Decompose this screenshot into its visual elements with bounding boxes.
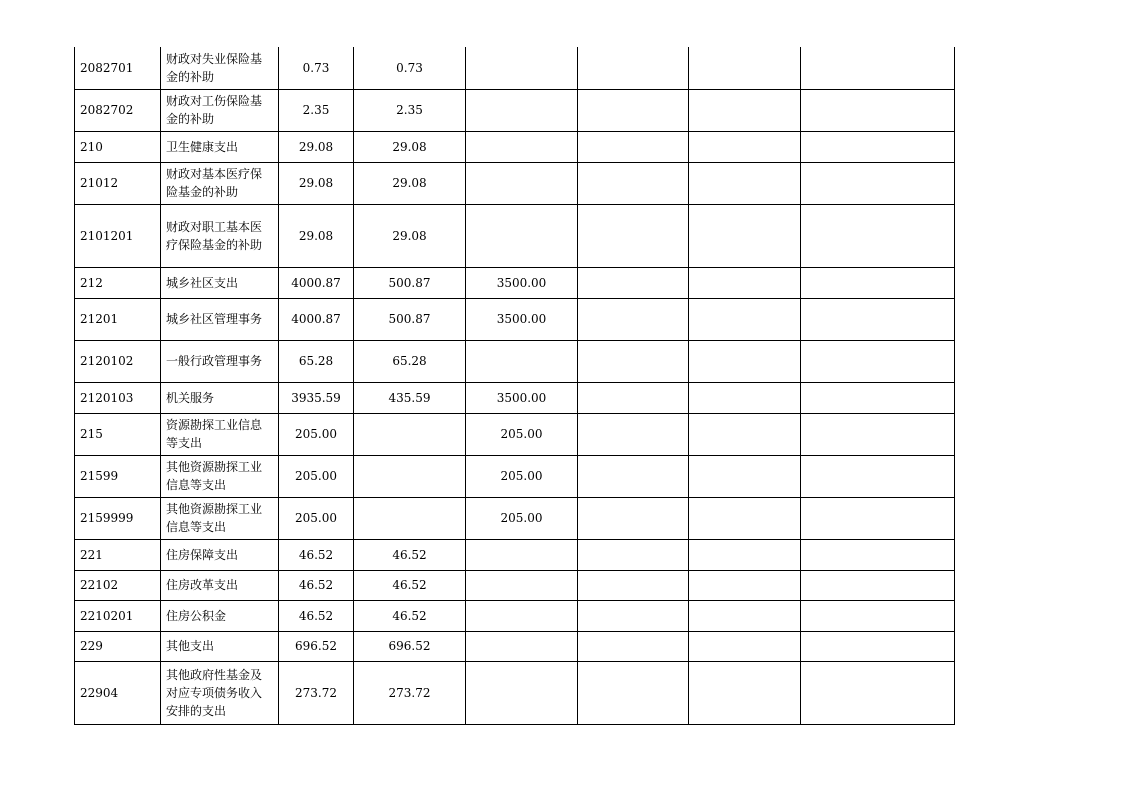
cell-code: 2082701 [75, 47, 161, 89]
cell-basic: 29.08 [354, 204, 466, 267]
cell-col-6 [578, 162, 689, 204]
cell-col-7 [689, 455, 801, 497]
cell-col-7 [689, 89, 801, 131]
table-row [75, 162, 955, 204]
cell-name: 财政对失业保险基金的补助 [161, 47, 279, 89]
cell-col-7 [689, 47, 801, 89]
cell-col-6 [578, 131, 689, 162]
cell-col-6 [578, 340, 689, 382]
cell-col-6 [578, 631, 689, 661]
cell-code: 21012 [75, 162, 161, 204]
cell-col-6 [578, 298, 689, 340]
cell-basic: 65.28 [354, 340, 466, 382]
cell-basic: 435.59 [354, 382, 466, 413]
cell-total: 4000.87 [279, 298, 354, 340]
table-row [75, 570, 955, 600]
cell-basic [354, 497, 466, 539]
cell-col-6 [578, 455, 689, 497]
cell-total: 29.08 [279, 204, 354, 267]
cell-total: 65.28 [279, 340, 354, 382]
cell-total: 205.00 [279, 497, 354, 539]
table-row [75, 455, 955, 497]
cell-project [466, 89, 578, 131]
cell-basic: 2.35 [354, 89, 466, 131]
cell-col-6 [578, 204, 689, 267]
cell-col-6 [578, 89, 689, 131]
cell-col-8 [801, 539, 955, 570]
cell-project [466, 340, 578, 382]
cell-code: 22904 [75, 661, 161, 724]
cell-basic [354, 455, 466, 497]
cell-total: 4000.87 [279, 267, 354, 298]
cell-total: 46.52 [279, 600, 354, 631]
cell-col-8 [801, 340, 955, 382]
table-row [75, 631, 955, 661]
cell-name: 住房保障支出 [161, 539, 279, 570]
cell-col-7 [689, 340, 801, 382]
cell-col-8 [801, 162, 955, 204]
cell-project: 205.00 [466, 413, 578, 455]
cell-code: 21599 [75, 455, 161, 497]
table-row [75, 204, 955, 267]
cell-col-6 [578, 539, 689, 570]
cell-basic: 46.52 [354, 539, 466, 570]
cell-col-7 [689, 539, 801, 570]
cell-col-7 [689, 413, 801, 455]
cell-project [466, 570, 578, 600]
cell-basic: 29.08 [354, 162, 466, 204]
table-row [75, 497, 955, 539]
cell-code: 210 [75, 131, 161, 162]
cell-total: 2.35 [279, 89, 354, 131]
cell-total: 46.52 [279, 570, 354, 600]
cell-col-7 [689, 162, 801, 204]
cell-name: 其他资源勘探工业信息等支出 [161, 497, 279, 539]
cell-project: 3500.00 [466, 382, 578, 413]
cell-name: 卫生健康支出 [161, 131, 279, 162]
cell-basic: 696.52 [354, 631, 466, 661]
cell-col-6 [578, 570, 689, 600]
cell-basic: 46.52 [354, 570, 466, 600]
cell-name: 其他政府性基金及对应专项债务收入安排的支出 [161, 661, 279, 724]
cell-basic: 500.87 [354, 298, 466, 340]
cell-col-7 [689, 298, 801, 340]
budget-table [74, 47, 955, 725]
table-row [75, 47, 955, 89]
cell-col-6 [578, 661, 689, 724]
cell-name: 城乡社区支出 [161, 267, 279, 298]
cell-project: 3500.00 [466, 298, 578, 340]
cell-code: 2101201 [75, 204, 161, 267]
cell-total: 3935.59 [279, 382, 354, 413]
table-row [75, 340, 955, 382]
cell-project [466, 661, 578, 724]
cell-col-8 [801, 89, 955, 131]
cell-col-8 [801, 382, 955, 413]
cell-col-8 [801, 570, 955, 600]
cell-project: 205.00 [466, 455, 578, 497]
table-body [75, 47, 955, 724]
cell-name: 住房公积金 [161, 600, 279, 631]
cell-project [466, 539, 578, 570]
cell-col-6 [578, 382, 689, 413]
cell-project [466, 131, 578, 162]
table-row [75, 600, 955, 631]
cell-col-8 [801, 298, 955, 340]
cell-code: 2159999 [75, 497, 161, 539]
cell-col-8 [801, 267, 955, 298]
cell-code: 2082702 [75, 89, 161, 131]
cell-code: 229 [75, 631, 161, 661]
table-row [75, 661, 955, 724]
cell-name: 其他支出 [161, 631, 279, 661]
cell-project [466, 204, 578, 267]
cell-project [466, 631, 578, 661]
cell-col-8 [801, 455, 955, 497]
cell-name: 城乡社区管理事务 [161, 298, 279, 340]
cell-name: 其他资源勘探工业信息等支出 [161, 455, 279, 497]
cell-basic: 46.52 [354, 600, 466, 631]
cell-col-8 [801, 661, 955, 724]
cell-project: 3500.00 [466, 267, 578, 298]
cell-col-6 [578, 497, 689, 539]
cell-col-8 [801, 600, 955, 631]
cell-col-7 [689, 600, 801, 631]
cell-col-7 [689, 570, 801, 600]
cell-total: 205.00 [279, 413, 354, 455]
cell-col-7 [689, 497, 801, 539]
cell-col-8 [801, 47, 955, 89]
cell-col-7 [689, 131, 801, 162]
cell-total: 273.72 [279, 661, 354, 724]
table-row [75, 539, 955, 570]
cell-col-6 [578, 600, 689, 631]
cell-col-7 [689, 267, 801, 298]
cell-total: 29.08 [279, 131, 354, 162]
cell-code: 221 [75, 539, 161, 570]
cell-basic: 0.73 [354, 47, 466, 89]
table-row [75, 382, 955, 413]
cell-project: 205.00 [466, 497, 578, 539]
cell-code: 21201 [75, 298, 161, 340]
cell-col-8 [801, 631, 955, 661]
cell-basic: 500.87 [354, 267, 466, 298]
cell-col-6 [578, 267, 689, 298]
cell-basic [354, 413, 466, 455]
table-row [75, 89, 955, 131]
cell-code: 2120103 [75, 382, 161, 413]
cell-name: 财政对工伤保险基金的补助 [161, 89, 279, 131]
cell-col-8 [801, 204, 955, 267]
cell-code: 22102 [75, 570, 161, 600]
table-row [75, 267, 955, 298]
cell-col-8 [801, 413, 955, 455]
cell-total: 29.08 [279, 162, 354, 204]
cell-col-6 [578, 413, 689, 455]
cell-col-8 [801, 131, 955, 162]
cell-name: 住房改革支出 [161, 570, 279, 600]
table-row [75, 131, 955, 162]
cell-name: 机关服务 [161, 382, 279, 413]
table-row [75, 298, 955, 340]
cell-name: 财政对基本医疗保险基金的补助 [161, 162, 279, 204]
table-row [75, 413, 955, 455]
cell-name: 财政对职工基本医疗保险基金的补助 [161, 204, 279, 267]
cell-name: 一般行政管理事务 [161, 340, 279, 382]
cell-project [466, 47, 578, 89]
cell-col-7 [689, 631, 801, 661]
cell-col-7 [689, 661, 801, 724]
cell-code: 2210201 [75, 600, 161, 631]
cell-total: 696.52 [279, 631, 354, 661]
cell-col-7 [689, 204, 801, 267]
cell-name: 资源勘探工业信息等支出 [161, 413, 279, 455]
cell-total: 46.52 [279, 539, 354, 570]
cell-project [466, 600, 578, 631]
cell-col-8 [801, 497, 955, 539]
cell-code: 212 [75, 267, 161, 298]
cell-total: 205.00 [279, 455, 354, 497]
cell-basic: 273.72 [354, 661, 466, 724]
cell-code: 215 [75, 413, 161, 455]
cell-code: 2120102 [75, 340, 161, 382]
cell-col-7 [689, 382, 801, 413]
cell-project [466, 162, 578, 204]
cell-basic: 29.08 [354, 131, 466, 162]
cell-col-6 [578, 47, 689, 89]
cell-total: 0.73 [279, 47, 354, 89]
